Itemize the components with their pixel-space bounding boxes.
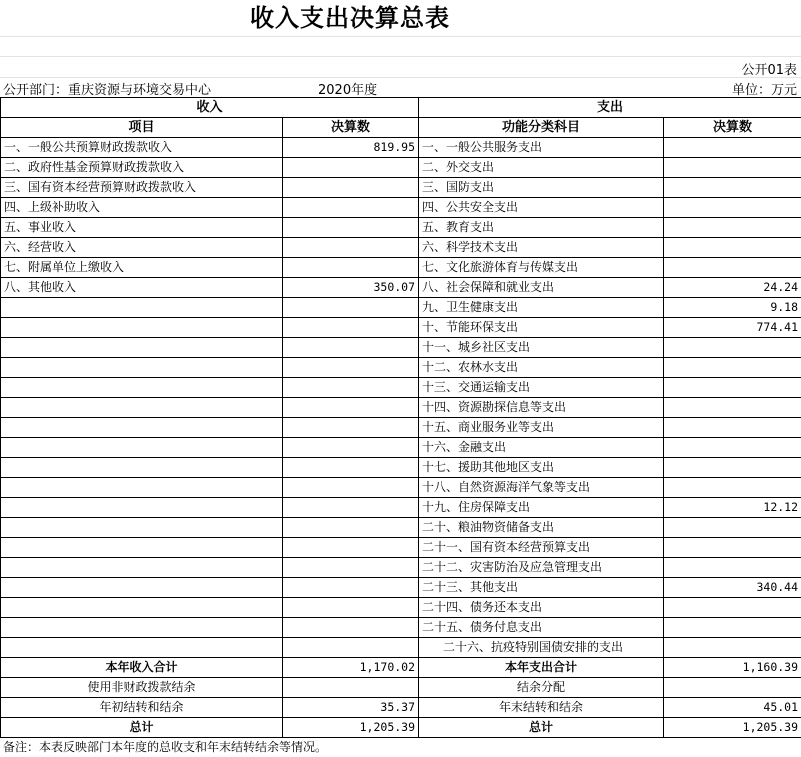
table-row (1, 318, 801, 338)
expense-item: 十三、交通运输支出 (419, 378, 664, 398)
expense-item: 二十四、债务还本支出 (419, 598, 664, 618)
table-row (1, 418, 801, 438)
table-row (1, 238, 801, 258)
table-row (1, 498, 801, 518)
expense-item: 十二、农林水支出 (419, 358, 664, 378)
table-row (1, 178, 801, 198)
expense-amount (664, 178, 801, 198)
expense-amount (664, 398, 801, 418)
summary-income-amount: 1,170.02 (283, 658, 419, 678)
expense-amount (664, 338, 801, 358)
expense-item: 六、科学技术支出 (419, 238, 664, 258)
income-amount (283, 398, 419, 418)
summary-row (1, 658, 801, 678)
expense-amount: 24.24 (664, 278, 801, 298)
table-row (1, 138, 801, 158)
expense-item: 十一、城乡社区支出 (419, 338, 664, 358)
expense-amount (664, 618, 801, 638)
income-amount (283, 378, 419, 398)
amount-header: 决算数 (283, 118, 419, 138)
income-amount (283, 638, 419, 658)
table-row (1, 618, 801, 638)
summary-expense-label: 总计 (419, 718, 664, 738)
income-item (1, 638, 283, 658)
expense-item: 十五、商业服务业等支出 (419, 418, 664, 438)
expense-amount: 12.12 (664, 498, 801, 518)
expense-item: 三、国防支出 (419, 178, 664, 198)
expense-amount (664, 238, 801, 258)
income-item: 五、事业收入 (1, 218, 283, 238)
expense-item: 八、社会保障和就业支出 (419, 278, 664, 298)
income-amount (283, 358, 419, 378)
income-item: 三、国有资本经营预算财政拨款收入 (1, 178, 283, 198)
income-item: 八、其他收入 (1, 278, 283, 298)
expense-item: 十八、自然资源海洋气象等支出 (419, 478, 664, 498)
expense-item: 十九、住房保障支出 (419, 498, 664, 518)
expense-item: 五、教育支出 (419, 218, 664, 238)
expense-amount (664, 518, 801, 538)
footnote: 备注：本表反映部门本年度的总收支和年末结转结余等情况。 (3, 740, 328, 754)
expense-amount (664, 538, 801, 558)
table-row (1, 158, 801, 178)
income-amount (283, 578, 419, 598)
unit-label: 单位：万元 (731, 83, 797, 98)
expense-item: 十七、援助其他地区支出 (419, 458, 664, 478)
summary-expense-label: 结余分配 (419, 678, 664, 698)
income-item (1, 338, 283, 358)
expense-amount (664, 198, 801, 218)
income-amount (283, 598, 419, 618)
income-item (1, 438, 283, 458)
income-item (1, 618, 283, 638)
table-row (1, 378, 801, 398)
expense-item: 二十、粮油物资储备支出 (419, 518, 664, 538)
budget-table (0, 97, 801, 738)
income-item (1, 538, 283, 558)
gridline (0, 77, 801, 78)
expense-item: 四、公共安全支出 (419, 198, 664, 218)
income-item (1, 378, 283, 398)
gridline (0, 36, 801, 37)
income-item (1, 558, 283, 578)
income-amount (283, 438, 419, 458)
income-header: 收入 (1, 98, 419, 118)
income-amount (283, 498, 419, 518)
table-row (1, 638, 801, 658)
income-item (1, 318, 283, 338)
table-row (1, 578, 801, 598)
expense-item: 十四、资源勘探信息等支出 (419, 398, 664, 418)
summary-row (1, 698, 801, 718)
table-row (1, 198, 801, 218)
income-item (1, 478, 283, 498)
income-amount (283, 458, 419, 478)
expense-amount (664, 598, 801, 618)
table-row (1, 558, 801, 578)
expense-item: 七、文化旅游体育与传媒支出 (419, 258, 664, 278)
summary-income-label: 本年收入合计 (1, 658, 283, 678)
summary-expense-amount: 1,160.39 (664, 658, 801, 678)
summary-income-label: 总计 (1, 718, 283, 738)
summary-expense-amount: 45.01 (664, 698, 801, 718)
amount2-header: 决算数 (664, 118, 801, 138)
income-item: 七、附属单位上缴收入 (1, 258, 283, 278)
income-amount: 819.95 (283, 138, 419, 158)
summary-income-label: 使用非财政拨款结余 (1, 678, 283, 698)
summary-expense-label: 本年支出合计 (419, 658, 664, 678)
expense-header: 支出 (419, 98, 801, 118)
income-item (1, 358, 283, 378)
table-row (1, 438, 801, 458)
expense-amount (664, 478, 801, 498)
department-label: 公开部门：重庆资源与环境交易中心 (3, 83, 212, 98)
summary-income-amount: 35.37 (283, 698, 419, 718)
expense-item: 一、一般公共服务支出 (419, 138, 664, 158)
expense-amount (664, 378, 801, 398)
expense-amount (664, 138, 801, 158)
income-amount (283, 518, 419, 538)
income-amount (283, 198, 419, 218)
income-item (1, 458, 283, 478)
income-amount (283, 558, 419, 578)
income-item: 一、一般公共预算财政拨款收入 (1, 138, 283, 158)
table-row (1, 538, 801, 558)
expense-item: 十、节能环保支出 (419, 318, 664, 338)
income-item (1, 298, 283, 318)
expense-amount (664, 158, 801, 178)
expense-item: 二十一、国有资本经营预算支出 (419, 538, 664, 558)
income-item (1, 498, 283, 518)
income-item: 六、经营收入 (1, 238, 283, 258)
page-title: 收入支出决算总表 (250, 4, 450, 32)
income-amount (283, 338, 419, 358)
income-amount (283, 298, 419, 318)
expense-amount: 774.41 (664, 318, 801, 338)
year-label: 2020年度 (318, 83, 378, 98)
summary-row (1, 678, 801, 698)
table-row (1, 478, 801, 498)
expense-item: 九、卫生健康支出 (419, 298, 664, 318)
income-item: 二、政府性基金预算财政拨款收入 (1, 158, 283, 178)
expense-amount (664, 258, 801, 278)
expense-item: 十六、金融支出 (419, 438, 664, 458)
expense-amount (664, 218, 801, 238)
income-amount (283, 618, 419, 638)
income-amount: 350.07 (283, 278, 419, 298)
income-amount (283, 318, 419, 338)
summary-income-amount: 1,205.39 (283, 718, 419, 738)
income-item: 四、上级补助收入 (1, 198, 283, 218)
income-amount (283, 258, 419, 278)
income-amount (283, 238, 419, 258)
table-row (1, 338, 801, 358)
expense-amount: 340.44 (664, 578, 801, 598)
income-item (1, 398, 283, 418)
func-item-header: 功能分类科目 (419, 118, 664, 138)
item-header: 项目 (1, 118, 283, 138)
income-amount (283, 538, 419, 558)
summary-expense-amount (664, 678, 801, 698)
table-row (1, 258, 801, 278)
table-row (1, 358, 801, 378)
income-item (1, 518, 283, 538)
table-row (1, 278, 801, 298)
gridline (0, 56, 801, 57)
income-amount (283, 478, 419, 498)
expense-amount (664, 558, 801, 578)
income-amount (283, 178, 419, 198)
table-row (1, 218, 801, 238)
expense-item: 二十三、其他支出 (419, 578, 664, 598)
expense-amount (664, 458, 801, 478)
income-amount (283, 418, 419, 438)
expense-amount (664, 438, 801, 458)
expense-item: 二十六、抗疫特别国债安排的支出 (419, 638, 664, 658)
table-row (1, 598, 801, 618)
income-amount (283, 158, 419, 178)
income-item (1, 578, 283, 598)
expense-amount: 9.18 (664, 298, 801, 318)
expense-amount (664, 418, 801, 438)
column-header-row (1, 118, 801, 138)
expense-amount (664, 638, 801, 658)
summary-expense-label: 年末结转和结余 (419, 698, 664, 718)
table-row (1, 458, 801, 478)
expense-item: 二十五、债务付息支出 (419, 618, 664, 638)
table-row (1, 298, 801, 318)
summary-row (1, 718, 801, 738)
summary-income-label: 年初结转和结余 (1, 698, 283, 718)
summary-income-amount (283, 678, 419, 698)
table-row (1, 518, 801, 538)
summary-expense-amount: 1,205.39 (664, 718, 801, 738)
expense-item: 二、外交支出 (419, 158, 664, 178)
expense-item: 二十二、灾害防治及应急管理支出 (419, 558, 664, 578)
form-code: 公开01表 (741, 63, 797, 78)
income-item (1, 598, 283, 618)
income-amount (283, 218, 419, 238)
section-header-row (1, 98, 801, 118)
expense-amount (664, 358, 801, 378)
table-row (1, 398, 801, 418)
income-item (1, 418, 283, 438)
